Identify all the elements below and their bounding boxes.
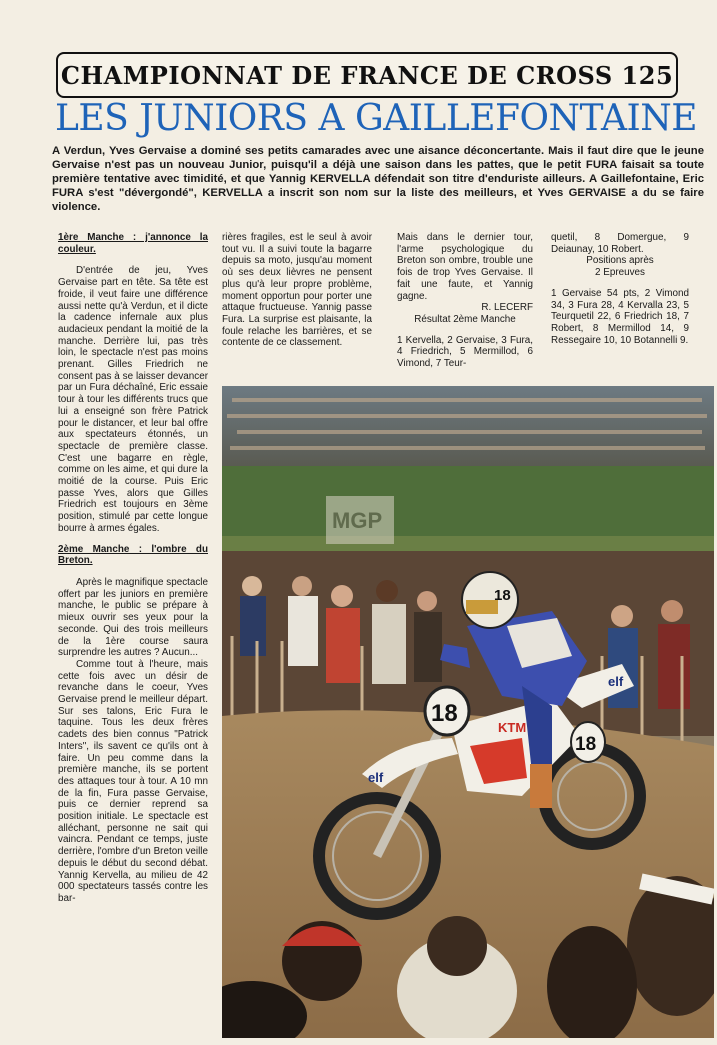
- standings-list: 1 Gervaise 54 pts, 2 Vimond 34, 3 Fura 28, 4 Kervalla 23, 5 Teurquetil 22, 6 Friedrich 18, 7 Robert, 8 Mermillod 14, 9 Ressegaire 10, 10 Botannelli 9.: [551, 287, 689, 346]
- side-plate-number: 18: [575, 734, 597, 755]
- standings-title-1: Positions après: [586, 255, 654, 267]
- headline: LES JUNIORS A GAILLEFONTAINE: [55, 98, 698, 139]
- column-4: [551, 232, 689, 346]
- paragraph: Mais dans le dernier tour, l'arme psychologique du Breton son ombre, trouble une fois de trop Yves Gervaise. Il fait une faute, et Yannig gagne.: [397, 232, 533, 302]
- subheading-manche-2: [58, 544, 208, 567]
- subheading-text: 1ère Manche : j'annonce la couleur.: [58, 232, 208, 255]
- standings-title-2: 2 Epreuves: [595, 267, 645, 279]
- column-1: [58, 232, 208, 905]
- subheading-text: 2ème Manche : l'ombre du Breton.: [58, 543, 208, 567]
- paragraph: Comme tout à l'heure, mais cette fois avec un désir de revanche dans le coeur, Yves Gervaise prend le meilleur départ. Sur ses talons, Eric Fura le taquine. Tous les deux frères cadets des bien connus "Patrick Inters", ils savent ce qu'ils ont à faire. Un peu comme dans la première manche, ils se portent des attaques tour à tour. A 10 mn de la fin, Fura passe Gervaise, puis ce dernier reprend sa position initiale. Le spectacle est alléchant, personne ne sait qui vaincra. Pendant ce temps, juste derrière, l'ombre d'un Breton veille depuis le début du second débat. Yannig Kervella, au milieu de 42 000 spectateurs tassés contre les bar-: [58, 658, 208, 904]
- subheading-manche-1: [58, 232, 208, 255]
- fender-sponsor: elf: [368, 770, 384, 785]
- results-list: 1 Kervella, 2 Gervaise, 3 Fura, 4 Friedrich, 5 Mermillod, 6 Vimond, 7 Teur-: [397, 334, 533, 370]
- column-2: [222, 232, 372, 349]
- front-plate-number: 18: [431, 700, 458, 727]
- lead-paragraph: A Verdun, Yves Gervaise a dominé ses petits camarades avec une aisance déconcertante. Mais il faut dire que le jeune Gervaise n'est pas un nouveau Junior, puisqu'il a déjà une saison dans les pattes, que le petit FURA faisait sa toute première tentative avec timidité, et que Yannig KERVELLA défendait son titre d'enduriste ailleurs. A Gaillefontaine, Eric FURA s'est "dévergondé", KERVELLA a inscrit son nom sur la liste des meilleurs, et Yves GERVAISE a du se faire violence.: [52, 145, 704, 213]
- paragraph: D'entrée de jeu, Yves Gervaise part en tête. Sa tête est froide, il veut faire une différence aussi nette qu'à Verdun, et il dicte la cadence infernale aux plus audacieux pendant la moitié de la manche. Derrière lui, pas très loin, le spectacle n'est pas moins prenant. Gilles Friedrich ne consent pas à se laisser devancer par un Fura déchaîné, Eric essaie tour à tour les différents trucs que lui a enseigné son frère Patrick pour le distancer, et leur bal offre aux spectateurs étonnés, un spectacle de première classe. C'est une bagarre en règle, comme on les aime, et qui dure la moitié de la course. Puis Eric passe Yves, alors que Gilles Friedrich est toujours en 3ème position, stimulé par cette longue bourre à armes égales.: [58, 265, 208, 534]
- tail-sponsor: elf: [608, 674, 624, 689]
- author-signature: R. LECERF: [481, 302, 533, 314]
- bike-brand: KTM: [498, 720, 527, 735]
- mgp-watermark: [326, 496, 394, 544]
- svg-text:MGP: MGP: [332, 508, 383, 533]
- paragraph: rières fragiles, est le seul à avoir tout vu. Il a suivi toute la bagarre depuis sa moto, jusqu'au moment où ses deux lièvres ne pensent plus qu'à leur propre problème, moment opportun pour porter une attaque fructueuse. Yannig passe Fura. La surprise est plaisante, la foule relache les barrières, et se contente de ce classement.: [222, 232, 372, 349]
- kicker-title: CHAMPIONNAT DE FRANCE DE CROSS 125: [60, 60, 674, 90]
- column-3: [397, 232, 533, 370]
- paragraph: Après le magnifique spectacle offert par les juniors en première manche, le public se prépare à mieux ouvrir ses yeux pour la seconde. Qui des trois meilleurs de la 1ère course saura surprendre les autres ? Aucun...: [58, 576, 208, 659]
- results-title: Résultat 2ème Manche: [414, 313, 516, 325]
- results-continued: quetil, 8 Domergue, 9 Deiaunay, 10 Robert.: [551, 232, 689, 255]
- photo-illustration: [222, 386, 714, 1038]
- helmet-number: 18: [494, 587, 511, 604]
- motocross-photo: [222, 386, 714, 1038]
- kicker-box: [56, 52, 678, 98]
